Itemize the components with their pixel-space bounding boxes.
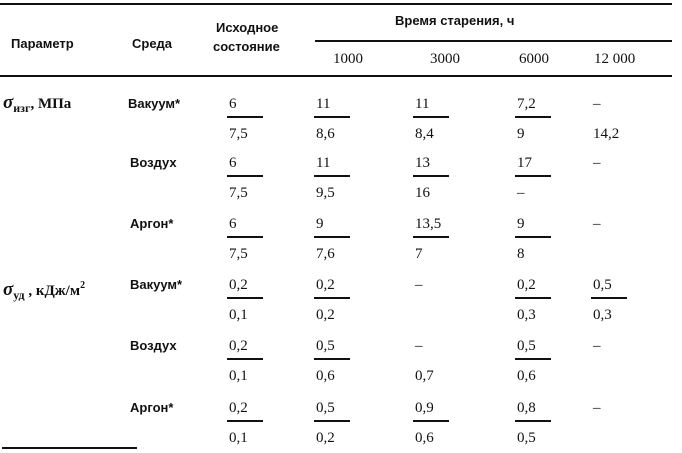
cell-3000h-numerator: 13 [415, 155, 430, 171]
fraction-bar [314, 420, 350, 422]
cell-1000h-denominator: 0,2 [316, 430, 335, 446]
cell-initial-numerator: 0,2 [229, 400, 248, 416]
cell-initial-denominator: 0,1 [229, 430, 248, 446]
header-initial-1: Исходное [216, 20, 279, 35]
cell-initial-denominator: 7,5 [229, 126, 248, 142]
row-medium: Воздух [130, 155, 177, 170]
cell-3000h-numerator: 0,9 [415, 400, 434, 416]
cell-12000h-numerator: – [593, 155, 601, 171]
cell-initial-denominator: 0,1 [229, 307, 248, 323]
fraction-bar [227, 358, 263, 360]
cell-3000h-numerator: – [415, 338, 423, 354]
fraction-bar [515, 420, 551, 422]
header-time-12000: 12 000 [594, 51, 636, 67]
fraction-bar [314, 116, 350, 118]
fraction-bar [515, 116, 551, 118]
fraction-bar [413, 420, 449, 422]
header-param: Параметр [11, 36, 74, 51]
cell-12000h-numerator: – [593, 216, 601, 232]
cell-12000h-numerator: – [593, 400, 601, 416]
cell-1000h-denominator: 0,6 [316, 368, 335, 384]
cell-3000h-denominator: 0,6 [415, 430, 434, 446]
cell-1000h-numerator: 0,5 [316, 338, 335, 354]
row-medium: Вакуум* [130, 277, 183, 292]
fraction-bar [413, 236, 449, 238]
cell-12000h-numerator: 0,5 [593, 277, 612, 293]
fraction-bar [227, 236, 263, 238]
header-aging-time: Время старения, ч [395, 13, 515, 28]
cell-initial-denominator: 7,5 [229, 246, 248, 262]
cell-3000h-denominator: 16 [415, 185, 430, 201]
fraction-bar [413, 116, 449, 118]
cell-1000h-denominator: 8,6 [316, 126, 335, 142]
cell-6000h-numerator: 9 [517, 216, 525, 232]
cell-3000h-numerator: 13,5 [415, 216, 442, 232]
cell-6000h-denominator: 0,3 [517, 307, 536, 323]
cell-6000h-numerator: 0,8 [517, 400, 536, 416]
fraction-bar [314, 297, 350, 299]
fraction-bar [314, 358, 350, 360]
cell-initial-numerator: 6 [229, 155, 237, 171]
cell-3000h-numerator: – [415, 277, 423, 293]
cell-3000h-denominator: 0,7 [415, 368, 434, 384]
cell-6000h-denominator: 0,6 [517, 368, 536, 384]
fraction-bar [591, 297, 627, 299]
fraction-bar [227, 420, 263, 422]
cell-1000h-denominator: 0,2 [316, 307, 335, 323]
cell-initial-numerator: 6 [229, 96, 237, 112]
cell-12000h-denominator: 14,2 [593, 126, 620, 142]
cell-6000h-denominator: 8 [517, 246, 525, 262]
fraction-bar [227, 175, 263, 177]
fraction-bar [227, 116, 263, 118]
fraction-bar [314, 236, 350, 238]
cell-6000h-denominator: 0,5 [517, 430, 536, 446]
cell-1000h-numerator: 11 [316, 155, 331, 171]
param-bend-strength: $\sigma_{изг}$, МПа [3, 92, 72, 115]
header-time-3000: 3000 [430, 51, 460, 67]
row-medium: Вакуум* [128, 96, 181, 111]
cell-initial-numerator: 0,2 [229, 277, 248, 293]
cell-initial-denominator: 0,1 [229, 368, 248, 384]
cell-6000h-denominator: 9 [517, 126, 525, 142]
row-medium: Воздух [130, 338, 177, 353]
fraction-bar [515, 297, 551, 299]
cell-1000h-numerator: 0,5 [316, 400, 335, 416]
header-time-1000: 1000 [333, 51, 363, 67]
cell-6000h-numerator: 17 [517, 155, 532, 171]
row-medium: Аргон* [130, 216, 174, 231]
cell-1000h-numerator: 0,2 [316, 277, 335, 293]
fraction-bar [413, 175, 449, 177]
footnote-rule [2, 447, 137, 449]
cell-3000h-denominator: 8,4 [415, 126, 434, 142]
header-initial-2: состояние [213, 39, 280, 54]
cell-1000h-denominator: 9,5 [316, 185, 335, 201]
fraction-bar [227, 297, 263, 299]
cell-3000h-denominator: 7 [415, 246, 423, 262]
cell-12000h-denominator: 0,3 [593, 307, 612, 323]
fraction-bar [515, 358, 551, 360]
fraction-bar [515, 175, 551, 177]
cell-1000h-numerator: 9 [316, 216, 324, 232]
cell-6000h-numerator: 0,2 [517, 277, 536, 293]
cell-1000h-numerator: 11 [316, 96, 331, 112]
cell-12000h-numerator: – [593, 96, 601, 112]
cell-12000h-numerator: – [593, 338, 601, 354]
cell-6000h-denominator: – [517, 185, 525, 201]
header-time-rule [315, 40, 672, 42]
cell-initial-numerator: 0,2 [229, 338, 248, 354]
cell-6000h-numerator: 0,5 [517, 338, 536, 354]
header-time-6000: 6000 [519, 51, 549, 67]
cell-initial-denominator: 7,5 [229, 185, 248, 201]
cell-1000h-denominator: 7,6 [316, 246, 335, 262]
header-medium: Среда [132, 36, 173, 51]
cell-3000h-numerator: 11 [415, 96, 430, 112]
fraction-bar [314, 175, 350, 177]
cell-initial-numerator: 6 [229, 216, 237, 232]
header-bottom-rule [0, 75, 672, 77]
row-medium: Аргон* [130, 400, 174, 415]
param-impact-strength: $\sigma_{уд}$ , кДж/$м^2$ [3, 279, 86, 302]
cell-6000h-numerator: 7,2 [517, 96, 536, 112]
table-top-rule [0, 3, 672, 5]
fraction-bar [515, 236, 551, 238]
